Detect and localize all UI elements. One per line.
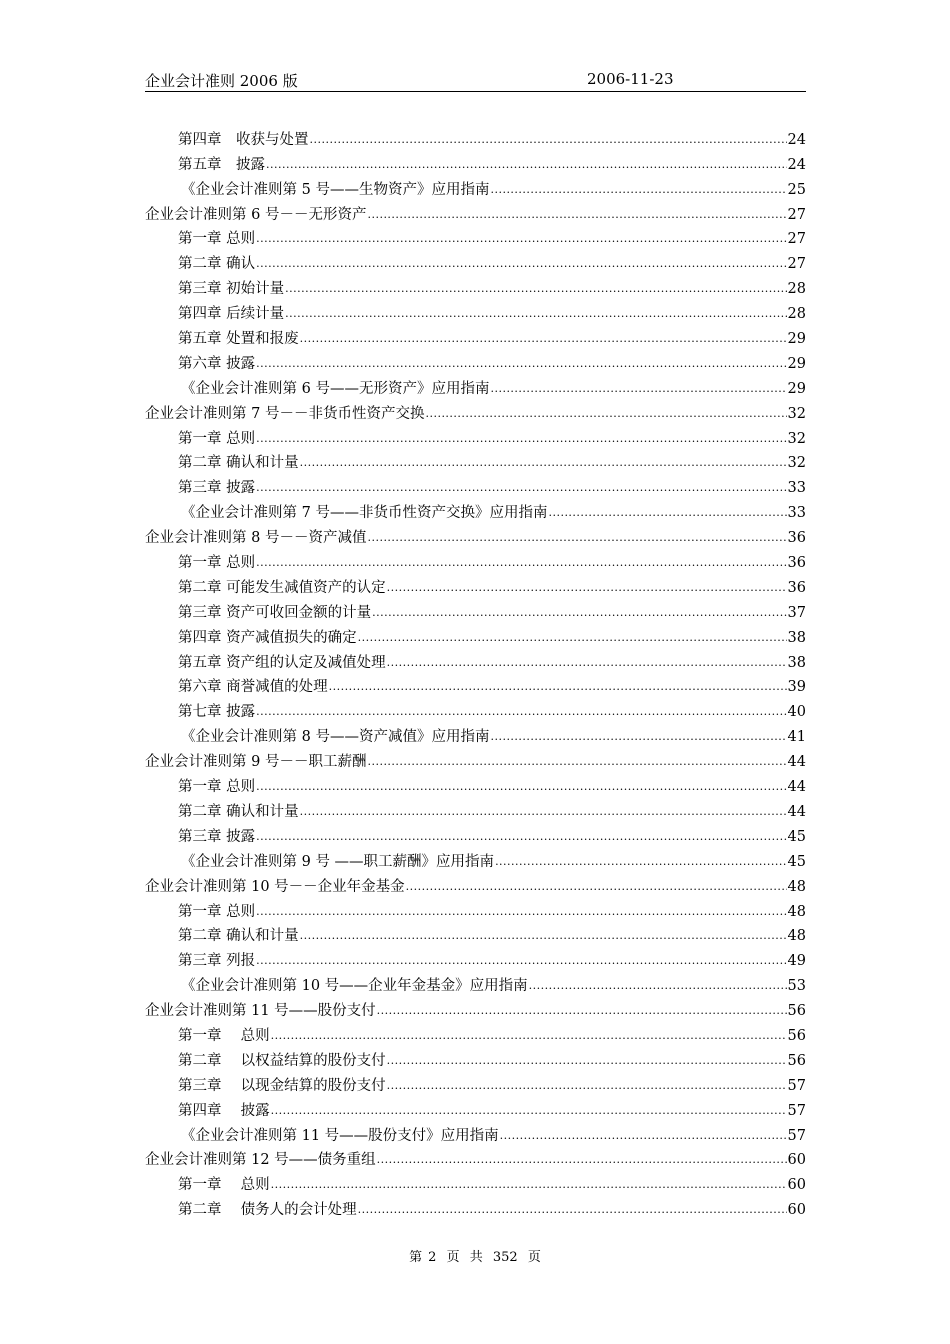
toc-entry[interactable]: [145, 872, 806, 897]
toc-entry-title: 第四章 资产减值损失的确定: [178, 629, 357, 646]
toc-leader-dots: [367, 755, 786, 769]
toc-leader-dots: [387, 581, 787, 595]
footer-total-word: 共: [469, 1250, 483, 1265]
toc-entry-title: 第五章 披露: [178, 156, 265, 173]
toc-entry-title: 第一章 总则: [178, 1027, 270, 1044]
toc-leader-dots: [256, 830, 786, 844]
toc-entry-page: 56: [787, 1003, 806, 1020]
toc-entry[interactable]: [145, 822, 806, 847]
toc-entry-title: 第一章 总则: [178, 430, 256, 447]
toc-entry-page: 29: [787, 355, 806, 372]
toc-leader-dots: [490, 183, 786, 197]
toc-entry[interactable]: [145, 946, 806, 971]
toc-entry-page: 32: [787, 405, 806, 422]
toc-entry[interactable]: [145, 1146, 806, 1171]
toc-entry-page: 49: [787, 953, 806, 970]
toc-entry[interactable]: [145, 225, 806, 250]
toc-leader-dots: [377, 1004, 787, 1018]
toc-leader-dots: [256, 705, 786, 719]
toc-leader-dots: [300, 929, 787, 943]
toc-leader-dots: [358, 1203, 787, 1217]
toc-entry[interactable]: [145, 897, 806, 922]
toc-entry-title: 第一章 总则: [178, 555, 256, 572]
toc-entry-page: 29: [787, 331, 806, 348]
toc-entry-page: 27: [787, 256, 806, 273]
toc-entry-page: 29: [787, 380, 806, 397]
toc-entry[interactable]: [145, 299, 806, 324]
toc-leader-dots: [529, 979, 787, 993]
table-of-contents: [145, 125, 806, 1220]
toc-entry-page: 45: [787, 853, 806, 870]
toc-leader-dots: [271, 1029, 787, 1043]
toc-entry-title: 第四章 收获与处置: [178, 131, 309, 148]
toc-entry-page: 24: [787, 131, 806, 148]
toc-leader-dots: [285, 282, 786, 296]
toc-entry[interactable]: [145, 150, 806, 175]
toc-entry[interactable]: [145, 697, 806, 722]
toc-entry[interactable]: [145, 996, 806, 1021]
toc-entry[interactable]: [145, 175, 806, 200]
toc-entry-title: 第二章 确认: [178, 256, 256, 273]
toc-entry[interactable]: [145, 847, 806, 872]
toc-entry-page: 27: [787, 206, 806, 223]
toc-entry[interactable]: [145, 772, 806, 797]
toc-leader-dots: [548, 506, 786, 520]
toc-leader-dots: [387, 1079, 787, 1093]
toc-entry-page: 36: [787, 530, 806, 547]
toc-entry-page: 33: [787, 480, 806, 497]
toc-entry[interactable]: [145, 249, 806, 274]
toc-entry-title: 第二章 债务人的会计处理: [178, 1202, 357, 1219]
toc-entry-title: 《企业会计准则第 11 号——股份支付》应用指南: [181, 1127, 499, 1144]
footer-page-word: 页: [446, 1250, 460, 1265]
toc-entry[interactable]: [145, 1021, 806, 1046]
toc-entry-page: 33: [787, 505, 806, 522]
toc-leader-dots: [300, 332, 787, 346]
toc-leader-dots: [329, 680, 787, 694]
toc-entry-page: 53: [787, 978, 806, 995]
toc-leader-dots: [500, 1129, 787, 1143]
toc-entry-page: 32: [787, 455, 806, 472]
toc-leader-dots: [367, 531, 786, 545]
toc-entry-page: 60: [787, 1202, 806, 1219]
toc-entry-page: 24: [787, 156, 806, 173]
toc-entry[interactable]: [145, 548, 806, 573]
toc-entry-page: 28: [787, 306, 806, 323]
toc-entry[interactable]: [145, 449, 806, 474]
page-header: [145, 69, 806, 92]
toc-entry-title: 《企业会计准则第 6 号——无形资产》应用指南: [181, 380, 490, 397]
toc-entry[interactable]: [145, 722, 806, 747]
footer-total-pages: 352: [492, 1250, 518, 1265]
toc-entry-title: 第三章 资产可收回金额的计量: [178, 604, 372, 621]
toc-entry[interactable]: [145, 523, 806, 548]
toc-entry[interactable]: [145, 573, 806, 598]
toc-entry-title: 第二章 以权益结算的股份支付: [178, 1052, 386, 1069]
toc-entry-page: 38: [787, 629, 806, 646]
toc-entry[interactable]: [145, 1071, 806, 1096]
toc-entry-page: 57: [787, 1102, 806, 1119]
toc-entry-page: 60: [787, 1177, 806, 1194]
toc-entry-title: 第四章 披露: [178, 1102, 270, 1119]
toc-entry[interactable]: [145, 473, 806, 498]
toc-entry-title: 第三章 列报: [178, 953, 256, 970]
toc-entry-title: 第四章 后续计量: [178, 306, 285, 323]
toc-entry[interactable]: [145, 1170, 806, 1195]
toc-leader-dots: [266, 158, 787, 172]
header-date: 2006-11-23: [587, 70, 674, 88]
toc-entry-page: 60: [787, 1152, 806, 1169]
toc-entry-title: 企业会计准则第 7 号－－非货币性资产交换: [145, 405, 425, 422]
toc-entry[interactable]: [145, 673, 806, 698]
toc-leader-dots: [406, 880, 787, 894]
toc-entry-page: 36: [787, 555, 806, 572]
toc-leader-dots: [387, 1054, 787, 1068]
toc-entry-page: 41: [787, 729, 806, 746]
toc-entry-title: 第六章 披露: [178, 355, 256, 372]
toc-entry-page: 48: [787, 878, 806, 895]
toc-leader-dots: [377, 1153, 787, 1167]
toc-entry-title: 第二章 确认和计量: [178, 928, 299, 945]
toc-entry-title: 第五章 处置和报废: [178, 331, 299, 348]
toc-entry[interactable]: [145, 747, 806, 772]
toc-entry[interactable]: [145, 374, 806, 399]
toc-entry[interactable]: [145, 1121, 806, 1146]
toc-entry-title: 第七章 披露: [178, 704, 256, 721]
toc-entry-title: 《企业会计准则第 9 号 ——职工薪酬》应用指南: [181, 853, 495, 870]
toc-entry-page: 37: [787, 604, 806, 621]
toc-entry[interactable]: [145, 648, 806, 673]
toc-entry-page: 32: [787, 430, 806, 447]
page-footer: [0, 1246, 950, 1265]
toc-entry[interactable]: [145, 349, 806, 374]
toc-leader-dots: [256, 432, 786, 446]
toc-entry-page: 56: [787, 1027, 806, 1044]
toc-entry-title: 第三章 以现金结算的股份支付: [178, 1077, 386, 1094]
footer-suffix: 页: [527, 1250, 541, 1265]
toc-entry-title: 第三章 披露: [178, 828, 256, 845]
toc-entry[interactable]: [145, 125, 806, 150]
toc-entry[interactable]: [145, 1195, 806, 1220]
toc-entry-page: 27: [787, 231, 806, 248]
toc-entry-title: 《企业会计准则第 10 号——企业年金基金》应用指南: [181, 978, 528, 995]
toc-entry-page: 48: [787, 903, 806, 920]
toc-leader-dots: [495, 855, 786, 869]
toc-entry-title: 《企业会计准则第 8 号——资产减值》应用指南: [181, 729, 490, 746]
toc-leader-dots: [256, 481, 786, 495]
toc-leader-dots: [372, 606, 786, 620]
toc-entry-title: 《企业会计准则第 7 号——非货币性资产交换》应用指南: [181, 505, 548, 522]
toc-entry-title: 企业会计准则第 12 号——债务重组: [145, 1152, 376, 1169]
toc-entry-page: 44: [787, 779, 806, 796]
toc-entry-title: 第二章 确认和计量: [178, 455, 299, 472]
toc-leader-dots: [256, 780, 786, 794]
toc-leader-dots: [271, 1178, 787, 1192]
toc-entry-page: 44: [787, 754, 806, 771]
toc-entry[interactable]: [145, 797, 806, 822]
toc-leader-dots: [256, 954, 786, 968]
toc-entry-title: 企业会计准则第 11 号——股份支付: [145, 1003, 376, 1020]
toc-entry[interactable]: [145, 424, 806, 449]
toc-entry-page: 38: [787, 654, 806, 671]
toc-entry-title: 第一章 总则: [178, 1177, 270, 1194]
toc-entry-title: 第二章 可能发生减值资产的认定: [178, 579, 386, 596]
toc-leader-dots: [300, 805, 787, 819]
toc-leader-dots: [425, 407, 786, 421]
toc-entry-title: 企业会计准则第 9 号－－职工薪酬: [145, 754, 367, 771]
toc-leader-dots: [285, 307, 786, 321]
toc-entry-page: 28: [787, 281, 806, 298]
toc-entry-title: 第一章 总则: [178, 779, 256, 796]
toc-leader-dots: [490, 382, 786, 396]
footer-current-page: 2: [428, 1250, 437, 1265]
toc-leader-dots: [367, 208, 786, 222]
toc-leader-dots: [300, 456, 787, 470]
toc-entry-title: 第三章 披露: [178, 480, 256, 497]
toc-entry[interactable]: [145, 922, 806, 947]
toc-entry-page: 44: [787, 803, 806, 820]
toc-entry-page: 45: [787, 828, 806, 845]
toc-leader-dots: [310, 133, 787, 147]
toc-entry[interactable]: [145, 1046, 806, 1071]
toc-leader-dots: [256, 556, 786, 570]
toc-leader-dots: [387, 656, 787, 670]
toc-leader-dots: [256, 232, 786, 246]
toc-leader-dots: [256, 357, 786, 371]
toc-entry[interactable]: [145, 971, 806, 996]
toc-entry-page: 36: [787, 579, 806, 596]
toc-leader-dots: [271, 1104, 787, 1118]
toc-entry-page: 40: [787, 704, 806, 721]
toc-leader-dots: [490, 730, 786, 744]
toc-entry[interactable]: [145, 598, 806, 623]
toc-entry-title: 企业会计准则第 8 号－－资产减值: [145, 530, 367, 547]
toc-entry-title: 第二章 确认和计量: [178, 803, 299, 820]
toc-entry[interactable]: [145, 623, 806, 648]
footer-prefix: 第: [409, 1250, 423, 1265]
toc-entry-title: 企业会计准则第 10 号－－企业年金基金: [145, 878, 405, 895]
toc-entry-title: 第三章 初始计量: [178, 281, 285, 298]
toc-leader-dots: [256, 257, 786, 271]
toc-entry-title: 第六章 商誉减值的处理: [178, 679, 328, 696]
toc-entry-title: 第一章 总则: [178, 231, 256, 248]
toc-leader-dots: [358, 631, 787, 645]
toc-leader-dots: [256, 905, 786, 919]
toc-entry-title: 第五章 资产组的认定及减值处理: [178, 654, 386, 671]
toc-entry[interactable]: [145, 324, 806, 349]
toc-entry-page: 57: [787, 1077, 806, 1094]
toc-entry-page: 57: [787, 1127, 806, 1144]
toc-entry-page: 56: [787, 1052, 806, 1069]
toc-entry-page: 25: [787, 181, 806, 198]
toc-entry-title: 第一章 总则: [178, 903, 256, 920]
toc-entry-title: 《企业会计准则第 5 号——生物资产》应用指南: [181, 181, 490, 198]
toc-entry-page: 39: [787, 679, 806, 696]
toc-entry-title: 企业会计准则第 6 号－－无形资产: [145, 206, 367, 223]
toc-entry[interactable]: [145, 200, 806, 225]
toc-entry[interactable]: [145, 1096, 806, 1121]
toc-entry-page: 48: [787, 928, 806, 945]
toc-entry[interactable]: [145, 399, 806, 424]
toc-entry[interactable]: [145, 498, 806, 523]
header-title: 企业会计准则 2006 版: [145, 72, 298, 90]
toc-entry[interactable]: [145, 274, 806, 299]
